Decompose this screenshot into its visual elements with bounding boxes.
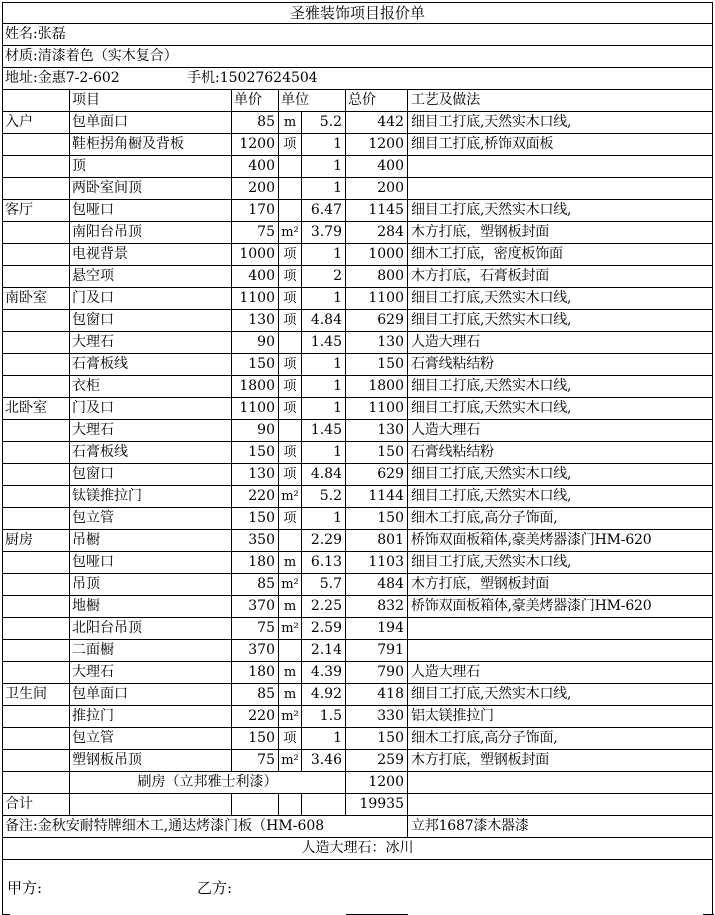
cell-price: 1200 <box>231 134 278 155</box>
table-row <box>2 222 713 244</box>
cell-total: 1100 <box>345 288 407 309</box>
cell-unit: 项 <box>278 266 301 287</box>
table-row <box>2 156 713 178</box>
cell-room <box>3 618 69 639</box>
table-row <box>2 332 713 354</box>
cell-craft: 石膏线粘结粉 <box>407 354 714 375</box>
cell-qty: 3.79 <box>301 222 345 243</box>
cell-craft: 细目工打底,天然实木口线, <box>407 288 714 309</box>
address-text: 地址:金惠7-2-602 <box>5 70 120 86</box>
cell-craft: 木方打底，塑钢板封面 <box>407 574 714 595</box>
material-text: 材质:清漆着色（实木复合） <box>5 48 178 64</box>
cell-craft: 细目工打底,天然实木口线, <box>407 112 714 133</box>
cell-unit: m² <box>278 706 301 727</box>
cell-price: 220 <box>231 486 278 507</box>
cell-room <box>3 376 69 397</box>
sum-craft <box>407 794 714 815</box>
remark-row <box>2 816 713 838</box>
cell-total: 400 <box>345 156 407 177</box>
cell-room <box>3 508 69 529</box>
cell-qty: 4.84 <box>301 464 345 485</box>
cell-price: 75 <box>231 222 278 243</box>
cell-qty: 1 <box>301 508 345 529</box>
sum-qty <box>301 794 345 815</box>
cell-total: 801 <box>345 530 407 551</box>
cell-item: 钛镁推拉门 <box>69 486 231 507</box>
cell-item: 地橱 <box>69 596 231 617</box>
cell-craft: 细木工打底，密度板饰面 <box>407 244 714 265</box>
cell-qty: 1 <box>301 156 345 177</box>
cell-unit: 项 <box>278 288 301 309</box>
cell-unit: 项 <box>278 244 301 265</box>
cell-qty: 4.92 <box>301 684 345 705</box>
cell-unit: 项 <box>278 376 301 397</box>
sheet-title: 圣雅装饰项目报价单 <box>289 4 425 22</box>
cell-item: 悬空项 <box>69 266 231 287</box>
sum-row <box>2 794 713 816</box>
cell-total: 150 <box>345 508 407 529</box>
cell-room <box>3 354 69 375</box>
cell-item: 大理石 <box>69 662 231 683</box>
cell-item: 顶 <box>69 156 231 177</box>
cell-price: 200 <box>231 178 278 199</box>
cell-craft <box>407 618 714 639</box>
cell-room <box>3 178 69 199</box>
cell-room: 入户 <box>5 114 33 130</box>
cell-room <box>3 266 69 287</box>
cell-item: 二面橱 <box>69 640 231 661</box>
cell-craft: 木方打底，石膏板封面 <box>407 266 714 287</box>
cell-room <box>3 310 69 331</box>
table-row <box>2 508 713 530</box>
header-total: 总价 <box>345 90 407 111</box>
cell-qty: 1.45 <box>301 420 345 441</box>
cell-item: 吊橱 <box>69 530 231 551</box>
cell-item: 鞋柜拐角橱及背板 <box>69 134 231 155</box>
cell-total: 832 <box>345 596 407 617</box>
cell-qty: 5.7 <box>301 574 345 595</box>
cell-room <box>3 596 69 617</box>
table-row <box>2 464 713 486</box>
cell-total: 1200 <box>345 134 407 155</box>
table-row <box>2 200 713 222</box>
cell-total: 150 <box>345 354 407 375</box>
cell-unit: m <box>278 552 301 573</box>
header-price: 单价 <box>231 90 278 111</box>
cell-craft: 木方打底，塑钢板封面 <box>407 750 714 771</box>
cell-unit <box>278 640 301 661</box>
cell-qty: 1 <box>301 376 345 397</box>
cell-qty: 5.2 <box>301 112 345 133</box>
signature-row <box>2 860 713 915</box>
cell-total: 791 <box>345 640 407 661</box>
cell-item: 门及口 <box>69 288 231 309</box>
party-a-label: 甲方: <box>7 879 43 897</box>
cell-price: 150 <box>231 354 278 375</box>
cell-price: 130 <box>231 464 278 485</box>
cell-craft: 细目工打底,天然实木口线, <box>407 376 714 397</box>
cell-craft: 细木工打底,高分子饰面, <box>407 728 714 749</box>
cell-price: 180 <box>231 662 278 683</box>
cell-craft: 人造大理石 <box>407 332 714 353</box>
cell-craft: 石膏线粘结粉 <box>407 442 714 463</box>
cell-unit: 项 <box>278 134 301 155</box>
table-row <box>2 354 713 376</box>
cell-unit: 项 <box>278 398 301 419</box>
table-row <box>2 112 713 134</box>
cell-price: 75 <box>231 750 278 771</box>
cell-qty: 2.29 <box>301 530 345 551</box>
material-row <box>2 46 713 68</box>
cell-craft: 细目工打底,天然实木口线, <box>407 552 714 573</box>
cell-price: 85 <box>231 112 278 133</box>
cell-price: 85 <box>231 574 278 595</box>
cell-unit: m <box>278 684 301 705</box>
cell-item: 石膏板线 <box>69 442 231 463</box>
cell-total: 284 <box>345 222 407 243</box>
cell-craft <box>407 156 714 177</box>
cell-price: 85 <box>231 684 278 705</box>
cell-craft: 桥饰双面板箱体,豪美烤器漆门HM-620 <box>407 596 714 617</box>
cell-craft: 细目工打底,天然实木口线, <box>407 310 714 331</box>
cell-price: 350 <box>231 530 278 551</box>
title-row <box>2 2 713 24</box>
cell-unit: 项 <box>278 442 301 463</box>
cell-item: 电视背景 <box>69 244 231 265</box>
header-item: 项目 <box>69 90 231 111</box>
cell-unit: 项 <box>278 508 301 529</box>
cell-unit <box>278 530 301 551</box>
cell-unit <box>278 156 301 177</box>
cell-qty: 5.2 <box>301 486 345 507</box>
cell-qty: 1.5 <box>301 706 345 727</box>
cell-room <box>3 706 69 727</box>
cell-qty: 2.59 <box>301 618 345 639</box>
cell-item: 大理石 <box>69 332 231 353</box>
cell-total: 790 <box>345 662 407 683</box>
cell-price: 400 <box>231 156 278 177</box>
table-row <box>2 706 713 728</box>
cell-item: 石膏板线 <box>69 354 231 375</box>
cell-unit <box>278 200 301 221</box>
cell-item: 包窗口 <box>69 464 231 485</box>
cell-unit: m² <box>278 750 301 771</box>
cell-craft <box>407 178 714 199</box>
cell-room: 客厅 <box>5 202 33 218</box>
remark-text-2: 立邦1687漆木器漆 <box>407 816 714 837</box>
cell-qty: 1.45 <box>301 332 345 353</box>
table-row <box>2 310 713 332</box>
cell-total: 1000 <box>345 244 407 265</box>
sum-total: 19935 <box>345 794 407 815</box>
cell-qty: 6.47 <box>301 200 345 221</box>
cell-item: 门及口 <box>69 398 231 419</box>
cell-total: 484 <box>345 574 407 595</box>
cell-item: 包哑口 <box>69 200 231 221</box>
paint-total: 1200 <box>345 772 407 793</box>
cell-price: 170 <box>231 200 278 221</box>
table-row <box>2 288 713 310</box>
customer-name-row <box>2 24 713 46</box>
cell-unit: 项 <box>278 310 301 331</box>
cell-craft: 细目工打底,天然实木口线, <box>407 684 714 705</box>
cell-price: 400 <box>231 266 278 287</box>
cell-unit: m <box>278 112 301 133</box>
cell-room: 南卧室 <box>5 290 47 306</box>
cell-qty: 1 <box>301 134 345 155</box>
cell-total: 130 <box>345 420 407 441</box>
cell-item: 南阳台吊顶 <box>69 222 231 243</box>
party-b-label: 乙方: <box>197 879 233 897</box>
paint-room <box>3 772 69 793</box>
cell-craft: 细目工打底,桥饰双面板 <box>407 134 714 155</box>
cell-total: 1100 <box>345 398 407 419</box>
cell-qty: 1 <box>301 442 345 463</box>
cell-item: 包单面口 <box>69 684 231 705</box>
cell-unit <box>278 178 301 199</box>
header-room <box>3 90 69 111</box>
cell-item: 衣柜 <box>69 376 231 397</box>
cell-price: 90 <box>231 420 278 441</box>
cell-unit: m² <box>278 574 301 595</box>
table-row <box>2 662 713 684</box>
cell-room: 卫生间 <box>5 686 47 702</box>
cell-total: 200 <box>345 178 407 199</box>
cell-unit <box>278 420 301 441</box>
paint-label: 刷房（立邦雅士利漆） <box>69 772 345 793</box>
paint-craft <box>407 772 714 793</box>
header-row <box>2 90 713 112</box>
cell-room: 北卧室 <box>5 400 47 416</box>
cell-qty: 4.39 <box>301 662 345 683</box>
cell-total: 418 <box>345 684 407 705</box>
table-row <box>2 596 713 618</box>
table-row <box>2 134 713 156</box>
cell-room <box>3 552 69 573</box>
cell-unit: m² <box>278 486 301 507</box>
table-row <box>2 486 713 508</box>
cell-room <box>3 332 69 353</box>
cell-qty: 4.84 <box>301 310 345 331</box>
item-rows <box>2 112 713 772</box>
cell-item: 大理石 <box>69 420 231 441</box>
cell-qty: 1 <box>301 398 345 419</box>
cell-item: 推拉门 <box>69 706 231 727</box>
cell-craft: 铝太镁推拉门 <box>407 706 714 727</box>
cell-total: 629 <box>345 310 407 331</box>
table-row <box>2 684 713 706</box>
cell-room <box>3 486 69 507</box>
cell-qty: 1 <box>301 178 345 199</box>
cell-total: 1800 <box>345 376 407 397</box>
cell-price: 180 <box>231 552 278 573</box>
table-row <box>2 442 713 464</box>
cell-qty: 2.25 <box>301 596 345 617</box>
cell-unit: m <box>278 662 301 683</box>
table-row <box>2 178 713 200</box>
table-row <box>2 552 713 574</box>
cell-room <box>3 640 69 661</box>
cell-qty: 3.46 <box>301 750 345 771</box>
cell-room <box>3 420 69 441</box>
cell-price: 370 <box>231 596 278 617</box>
table-row <box>2 398 713 420</box>
cell-price: 1100 <box>231 398 278 419</box>
cell-room <box>3 750 69 771</box>
cell-item: 包立管 <box>69 728 231 749</box>
cell-craft: 细目工打底,天然实木口线, <box>407 398 714 419</box>
table-row <box>2 420 713 442</box>
cell-total: 130 <box>345 332 407 353</box>
cell-craft: 细目工打底,天然实木口线, <box>407 464 714 485</box>
table-row <box>2 618 713 640</box>
table-row <box>2 640 713 662</box>
cell-qty: 2.14 <box>301 640 345 661</box>
cell-qty: 1 <box>301 728 345 749</box>
header-craft: 工艺及做法 <box>407 90 714 111</box>
cell-craft: 细目工打底,天然实木口线, <box>407 200 714 221</box>
cell-unit: 项 <box>278 464 301 485</box>
cell-total: 194 <box>345 618 407 639</box>
cell-craft: 细目工打底,天然实木口线, <box>407 486 714 507</box>
sum-unit <box>278 794 301 815</box>
cell-total: 800 <box>345 266 407 287</box>
cell-price: 1000 <box>231 244 278 265</box>
cell-price: 150 <box>231 442 278 463</box>
cell-unit <box>278 332 301 353</box>
sum-label: 合计 <box>5 796 33 812</box>
cell-item: 吊顶 <box>69 574 231 595</box>
cell-unit: m² <box>278 618 301 639</box>
cell-room: 厨房 <box>5 532 33 548</box>
cell-room <box>3 662 69 683</box>
table-row <box>2 376 713 398</box>
cell-room <box>3 134 69 155</box>
cell-unit: m <box>278 596 301 617</box>
cell-room <box>3 728 69 749</box>
table-row <box>2 574 713 596</box>
cell-craft: 木方打底，塑钢板封面 <box>407 222 714 243</box>
cell-room <box>3 442 69 463</box>
cell-price: 370 <box>231 640 278 661</box>
cell-qty: 1 <box>301 354 345 375</box>
address-row <box>2 68 713 90</box>
cell-item: 两卧室间顶 <box>69 178 231 199</box>
cell-price: 150 <box>231 728 278 749</box>
cell-room <box>3 156 69 177</box>
cell-total: 1144 <box>345 486 407 507</box>
cell-item: 包立管 <box>69 508 231 529</box>
cell-price: 75 <box>231 618 278 639</box>
cell-item: 包单面口 <box>69 112 231 133</box>
customer-name: 姓名:张磊 <box>5 26 66 42</box>
table-row <box>2 750 713 772</box>
cell-unit: 项 <box>278 354 301 375</box>
cell-price: 150 <box>231 508 278 529</box>
cell-room <box>3 222 69 243</box>
cell-price: 1100 <box>231 288 278 309</box>
cell-item: 北阳台吊顶 <box>69 618 231 639</box>
cell-room <box>3 574 69 595</box>
cell-total: 150 <box>345 442 407 463</box>
table-row <box>2 530 713 552</box>
cell-craft: 桥饰双面板箱体,豪美烤器漆门HM-620 <box>407 530 714 551</box>
cell-item: 包哑口 <box>69 552 231 573</box>
cell-total: 259 <box>345 750 407 771</box>
cell-craft <box>407 640 714 661</box>
cell-total: 330 <box>345 706 407 727</box>
remark-text: 备注:金秋安耐特牌细木工,通达烤漆门板（HM-608 <box>5 818 325 834</box>
cell-price: 220 <box>231 706 278 727</box>
header-unit: 单位 <box>278 90 345 111</box>
sum-price <box>231 794 278 815</box>
cell-item: 塑钢板吊顶 <box>69 750 231 771</box>
cell-price: 1800 <box>231 376 278 397</box>
cell-qty: 1 <box>301 288 345 309</box>
table-row <box>2 266 713 288</box>
cell-qty: 6.13 <box>301 552 345 573</box>
paint-row <box>2 772 713 794</box>
marble-text: 人造大理石：冰川 <box>301 840 414 856</box>
sum-item <box>69 794 231 815</box>
phone-text: 手机:15027624504 <box>187 70 318 86</box>
cell-unit: 项 <box>278 728 301 749</box>
cell-total: 629 <box>345 464 407 485</box>
cell-room <box>3 464 69 485</box>
cell-total: 150 <box>345 728 407 749</box>
marble-row <box>2 838 713 860</box>
cell-price: 130 <box>231 310 278 331</box>
cell-total: 442 <box>345 112 407 133</box>
cell-craft: 人造大理石 <box>407 662 714 683</box>
cell-item: 包窗口 <box>69 310 231 331</box>
cell-price: 90 <box>231 332 278 353</box>
cell-craft: 人造大理石 <box>407 420 714 441</box>
cell-total: 1145 <box>345 200 407 221</box>
table-row <box>2 244 713 266</box>
cell-craft: 细木工打底,高分子饰面, <box>407 508 714 529</box>
quote-sheet <box>2 2 713 915</box>
cell-unit: m² <box>278 222 301 243</box>
cell-total: 1103 <box>345 552 407 573</box>
cell-qty: 2 <box>301 266 345 287</box>
table-row <box>2 728 713 750</box>
cell-qty: 1 <box>301 244 345 265</box>
cell-room <box>3 244 69 265</box>
